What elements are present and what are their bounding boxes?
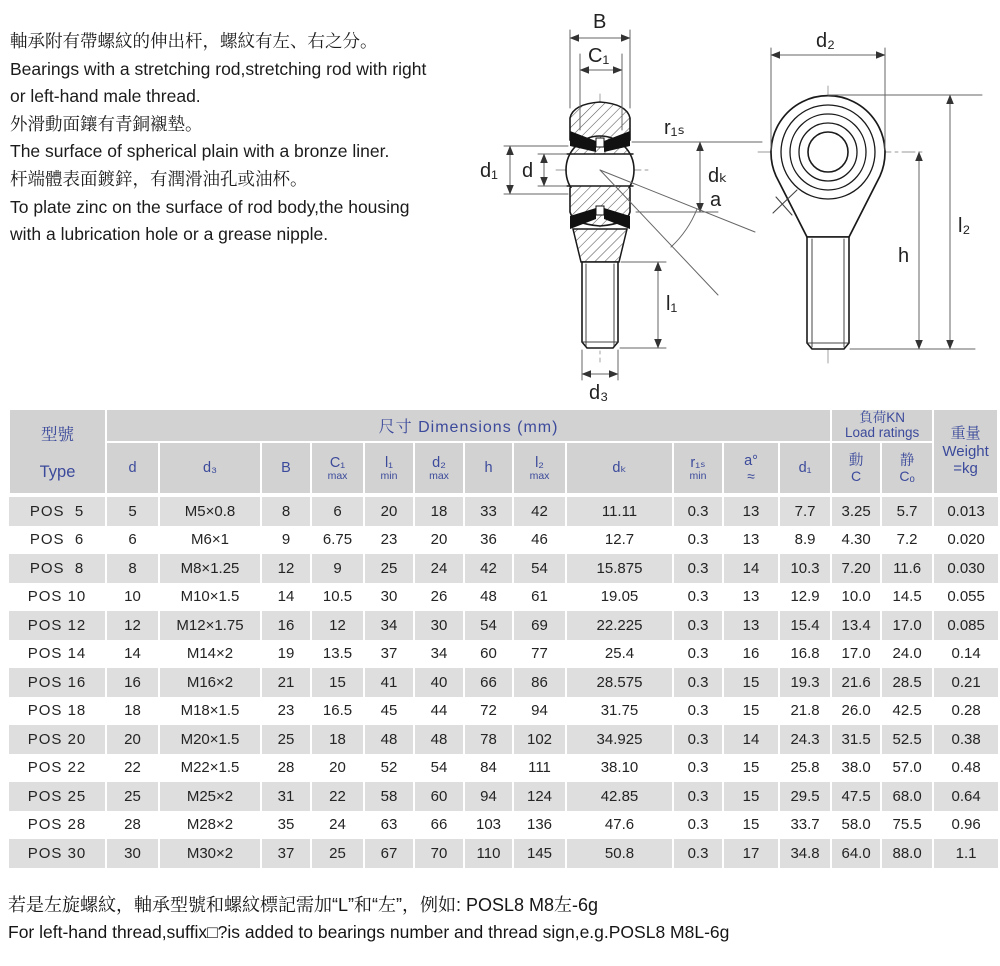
table-cell: 25 [364,554,414,583]
dim-label-d1: d₁ [480,160,498,182]
table-cell: POS 6 [29,531,85,549]
table-cell: 24 [311,811,364,840]
table-cell: 0.3 [673,554,723,583]
dim-label-l2: l₂ [958,215,971,237]
table-cell: M30×2 [159,839,261,868]
table-cell: 103 [464,811,513,840]
table-cell: POS 25 [27,787,87,805]
table-cell: 0.3 [673,583,723,612]
table-cell: 54 [513,554,566,583]
table-cell: 145 [513,839,566,868]
table-cell: 16.8 [779,640,831,669]
table-cell: POS 8 [29,559,85,577]
table-cell: 66 [414,811,464,840]
table-cell: 23 [261,697,311,726]
col-header-load-ratings [831,409,933,442]
table-cell: M8×1.25 [159,554,261,583]
table-cell: 30 [414,611,464,640]
table-cell: 0.3 [673,526,723,555]
table-cell: POS 14 [27,645,87,663]
load-ratings-en: Load ratings [844,424,920,440]
table-cell: M18×1.5 [159,697,261,726]
table-cell: 48 [464,583,513,612]
front-view-drawing [480,11,762,404]
table-cell: 20 [414,526,464,555]
table-cell: 0.013 [933,495,998,526]
table-cell: 28 [261,754,311,783]
table-cell: 15 [311,668,364,697]
table-cell: 42.5 [881,697,933,726]
side-view-drawing [758,30,982,366]
col-header-r1s: r₁ₛ min [673,442,723,495]
table-cell: M16×2 [159,668,261,697]
table-cell: 86 [513,668,566,697]
table-cell: 69 [513,611,566,640]
table-cell: M14×2 [159,640,261,669]
table-cell: M25×2 [159,782,261,811]
table-cell: 14 [723,554,779,583]
table-cell: 72 [464,697,513,726]
table-cell: 42.85 [566,782,673,811]
table-cell: M28×2 [159,811,261,840]
table-row [9,495,998,526]
col-header-C: 動 C [831,442,881,495]
col-header-d1: d₁ [779,442,831,495]
col-header-type-en: Type [39,462,76,481]
table-cell: 21 [261,668,311,697]
table-cell: 23 [364,526,414,555]
table-cell: 15.875 [566,554,673,583]
table-cell: 0.64 [933,782,998,811]
table-cell: 15 [723,697,779,726]
load-ratings-zh: 負荷KN [859,410,905,425]
table-cell: 24.3 [779,725,831,754]
col-header-l2: l₂ max [513,442,566,495]
table-cell: POS 10 [27,588,87,606]
table-cell: 21.6 [831,668,881,697]
table-cell: 0.3 [673,697,723,726]
table-cell: 19.3 [779,668,831,697]
table-cell: 41 [364,668,414,697]
table-cell: 110 [464,839,513,868]
table-cell: 3.25 [831,495,881,526]
table-cell: 20 [106,725,159,754]
table-cell: 75.5 [881,811,933,840]
table-cell: 0.3 [673,839,723,868]
table-cell: 60 [414,782,464,811]
intro-line: The surface of spherical plain with a bronze liner. [10,141,390,162]
table-cell: 30 [106,839,159,868]
table-row [9,583,998,612]
table-cell: 47.6 [566,811,673,840]
table-cell: 28.575 [566,668,673,697]
table-cell: 1.1 [933,839,998,868]
table-cell: 10 [106,583,159,612]
table-cell: 15 [723,754,779,783]
table-cell: M22×1.5 [159,754,261,783]
table-cell: 12.7 [566,526,673,555]
table-cell: 0.38 [933,725,998,754]
table-cell: 31.75 [566,697,673,726]
table-cell: 70 [414,839,464,868]
dim-label-dk: dₖ [708,165,728,187]
table-cell: 0.055 [933,583,998,612]
col-header-h: h [464,442,513,495]
table-cell: 31.5 [831,725,881,754]
table-cell: 5 [106,495,159,526]
col-header-Co: 静 Cₒ [881,442,933,495]
table-cell: 29.5 [779,782,831,811]
table-cell: 61 [513,583,566,612]
table-cell: 36 [464,526,513,555]
table-header-row-2 [9,442,998,495]
table-cell: 45 [364,697,414,726]
table-cell: 111 [513,754,566,783]
table-cell: 6 [311,495,364,526]
table-cell: 25 [311,839,364,868]
table-row [9,811,998,840]
col-header-d2: d₂ max [414,442,464,495]
table-cell: POS 22 [27,759,87,777]
table-row [9,839,998,868]
table-cell: POS 5 [9,495,106,526]
table-cell: 18 [311,725,364,754]
table-cell: 8 [106,554,159,583]
table-cell: 14.5 [881,583,933,612]
table-cell: 25 [261,725,311,754]
weight-en: Weight [942,442,989,460]
table-cell: 0.030 [933,554,998,583]
table-cell: 44 [414,697,464,726]
table-cell: 48 [364,725,414,754]
table-cell: 50.8 [566,839,673,868]
table-cell: 9 [261,526,311,555]
table-cell: 40 [414,668,464,697]
table-cell: 6 [106,526,159,555]
table-cell: 31 [261,782,311,811]
dim-label-r1s: r₁ₛ [664,117,685,139]
table-row [9,697,998,726]
dim-label-d: d [522,160,534,182]
table-cell: M10×1.5 [159,583,261,612]
table-cell: 10.3 [779,554,831,583]
table-cell: 63 [364,811,414,840]
table-cell: 13 [723,583,779,612]
col-header-dimensions: 尺寸 Dimensions (mm) [106,409,831,442]
table-cell: 0.96 [933,811,998,840]
table-cell: 0.3 [673,611,723,640]
table-cell: 0.3 [673,668,723,697]
table-cell: 57.0 [881,754,933,783]
intro-line: To plate zinc on the surface of rod body,the housing [10,196,410,217]
table-cell: 20 [364,495,414,526]
table-cell: 68.0 [881,782,933,811]
table-cell: 22 [106,754,159,783]
table-cell: 0.21 [933,668,998,697]
table-cell: 13.5 [311,640,364,669]
intro-line: Bearings with a stretching rod,stretching rod with right [10,58,427,79]
table-cell: 64.0 [831,839,881,868]
technical-drawings [470,0,1000,405]
table-row [9,725,998,754]
table-cell: 26.0 [831,697,881,726]
dim-label-h: h [898,245,910,267]
table-cell: 33.7 [779,811,831,840]
col-header-d3: d₃ [159,442,261,495]
table-cell: 10.5 [311,583,364,612]
table-cell: 7.20 [831,554,881,583]
table-cell: 124 [513,782,566,811]
intro-line: 軸承附有帶螺紋的伸出杆，螺紋有左、右之分。 [10,31,378,51]
table-cell: 0.3 [673,640,723,669]
dim-label-b: B [593,11,607,33]
table-row [9,611,998,640]
col-header-dk: dₖ [566,442,673,495]
table-cell: 8 [261,495,311,526]
table-cell: 60 [464,640,513,669]
table-cell: POS 16 [27,673,87,691]
table-cell: M12×1.75 [159,611,261,640]
table-cell: 20 [311,754,364,783]
table-cell: 0.14 [933,640,998,669]
table-cell: 19.05 [566,583,673,612]
table-cell: 10.0 [831,583,881,612]
table-cell: POS 20 [27,730,87,748]
spec-table [8,408,999,868]
footnote-zh: 若是左旋螺紋，軸承型號和螺紋標記需加“L”和“左”，例如: POSL8 M8左-6g [8,895,599,915]
table-cell: 78 [464,725,513,754]
table-cell: 52.5 [881,725,933,754]
table-cell: 18 [106,697,159,726]
footnote [8,891,998,945]
table-cell: 84 [464,754,513,783]
dim-label-a: a [710,189,722,211]
table-cell: POS 30 [27,844,87,862]
dim-label-d2: d₂ [816,30,835,52]
table-cell: 0.3 [673,782,723,811]
table-cell: POS 12 [27,616,87,634]
table-cell: 12 [261,554,311,583]
table-cell: 11.6 [881,554,933,583]
table-cell: 13 [723,611,779,640]
table-cell: 9 [311,554,364,583]
table-cell: 58 [364,782,414,811]
table-cell: 52 [364,754,414,783]
table-cell: 24 [414,554,464,583]
table-cell: 13 [723,526,779,555]
col-header-d: d [106,442,159,495]
table-cell: 15 [723,668,779,697]
table-cell: 136 [513,811,566,840]
table-cell: POS 18 [27,702,87,720]
table-cell: 0.28 [933,697,998,726]
table-cell: 37 [364,640,414,669]
table-cell: 0.3 [673,725,723,754]
table-cell: 21.8 [779,697,831,726]
table-cell: 54 [464,611,513,640]
table-cell: 12.9 [779,583,831,612]
table-row [9,526,998,555]
table-cell: 12 [106,611,159,640]
table-cell: POS 28 [27,816,87,834]
table-cell: 46 [513,526,566,555]
table-cell: 24.0 [881,640,933,669]
table-cell: 38.0 [831,754,881,783]
intro-line: 杆端體表面鍍鋅，有潤滑油孔或油杯。 [10,168,308,189]
table-cell: 17.0 [881,611,933,640]
table-cell: 34 [364,611,414,640]
table-row [9,640,998,669]
table-cell: 16 [106,668,159,697]
col-header-l1: l₁ min [364,442,414,495]
dim-label-l1: l₁ [666,293,678,315]
dim-label-d3: d₃ [589,382,609,404]
spec-table-body [9,495,998,868]
table-cell: 13 [723,495,779,526]
table-cell: 15.4 [779,611,831,640]
weight-zh: 重量 [950,425,981,443]
table-cell: 12 [311,611,364,640]
table-row [9,554,998,583]
table-cell: 38.10 [566,754,673,783]
table-cell: 0.020 [933,526,998,555]
table-header-row-1 [9,409,998,442]
table-cell: 94 [464,782,513,811]
table-cell: 0.085 [933,611,998,640]
table-cell: 28.5 [881,668,933,697]
table-cell: 7.7 [779,495,831,526]
table-cell: 48 [414,725,464,754]
table-cell: 16.5 [311,697,364,726]
table-cell: 16 [261,611,311,640]
table-cell: 22.225 [566,611,673,640]
col-header-weight [933,409,998,495]
table-cell: 88.0 [881,839,933,868]
table-cell: 14 [261,583,311,612]
intro-line: or left-hand male thread. [10,86,201,107]
intro-line: with a lubrication hole or a grease nipple. [10,224,329,245]
table-cell: 22 [311,782,364,811]
table-cell: 25 [106,782,159,811]
col-header-B: B [261,442,311,495]
table-cell: 0.3 [673,754,723,783]
weight-unit: =kg [953,460,978,478]
table-cell: 5.7 [881,495,933,526]
table-cell: 25.4 [566,640,673,669]
col-header-C1: C₁ max [311,442,364,495]
table-cell: 58.0 [831,811,881,840]
table-cell: 28 [106,811,159,840]
table-row [9,782,998,811]
table-cell: 34 [414,640,464,669]
table-cell: 67 [364,839,414,868]
table-cell: M6×1 [159,526,261,555]
table-cell: 35 [261,811,311,840]
table-cell: 0.48 [933,754,998,783]
table-cell: 13.4 [831,611,881,640]
table-cell: 42 [513,495,566,526]
col-header-type-zh: 型號 [41,426,74,445]
table-cell: 15 [723,782,779,811]
table-cell: 16 [723,640,779,669]
table-cell: 47.5 [831,782,881,811]
table-cell: 34.8 [779,839,831,868]
table-cell: 102 [513,725,566,754]
intro-line: 外滑動面鑲有青銅襯墊。 [10,113,203,134]
table-cell: 54 [414,754,464,783]
table-cell: 0.3 [673,811,723,840]
table-cell: M5×0.8 [159,495,261,526]
table-cell: 11.11 [566,495,673,526]
table-row [9,668,998,697]
table-cell: 17 [723,839,779,868]
intro-text [10,28,478,249]
table-cell: 66 [464,668,513,697]
col-header-a: a° ≈ [723,442,779,495]
table-cell: 19 [261,640,311,669]
footnote-en: For left-hand thread,suffix□?is added to bearings number and thread sign,e.g.POSL8 M8L-6g [8,922,730,942]
table-cell: 17.0 [831,640,881,669]
table-cell: 18 [414,495,464,526]
table-cell: 7.2 [881,526,933,555]
table-cell: 25.8 [779,754,831,783]
col-header-type [9,409,106,495]
table-cell: 33 [464,495,513,526]
dim-label-c1: C₁ [588,45,610,67]
table-cell: 14 [106,640,159,669]
table-cell: 30 [364,583,414,612]
table-cell: 42 [464,554,513,583]
table-row [9,754,998,783]
table-cell: 37 [261,839,311,868]
table-cell: 94 [513,697,566,726]
table-cell: 26 [414,583,464,612]
table-cell: 6.75 [311,526,364,555]
table-cell: M20×1.5 [159,725,261,754]
table-cell: 77 [513,640,566,669]
table-cell: 8.9 [779,526,831,555]
table-cell: 4.30 [831,526,881,555]
table-cell: 34.925 [566,725,673,754]
table-cell: 15 [723,811,779,840]
table-cell: 14 [723,725,779,754]
table-cell: 0.3 [673,495,723,526]
